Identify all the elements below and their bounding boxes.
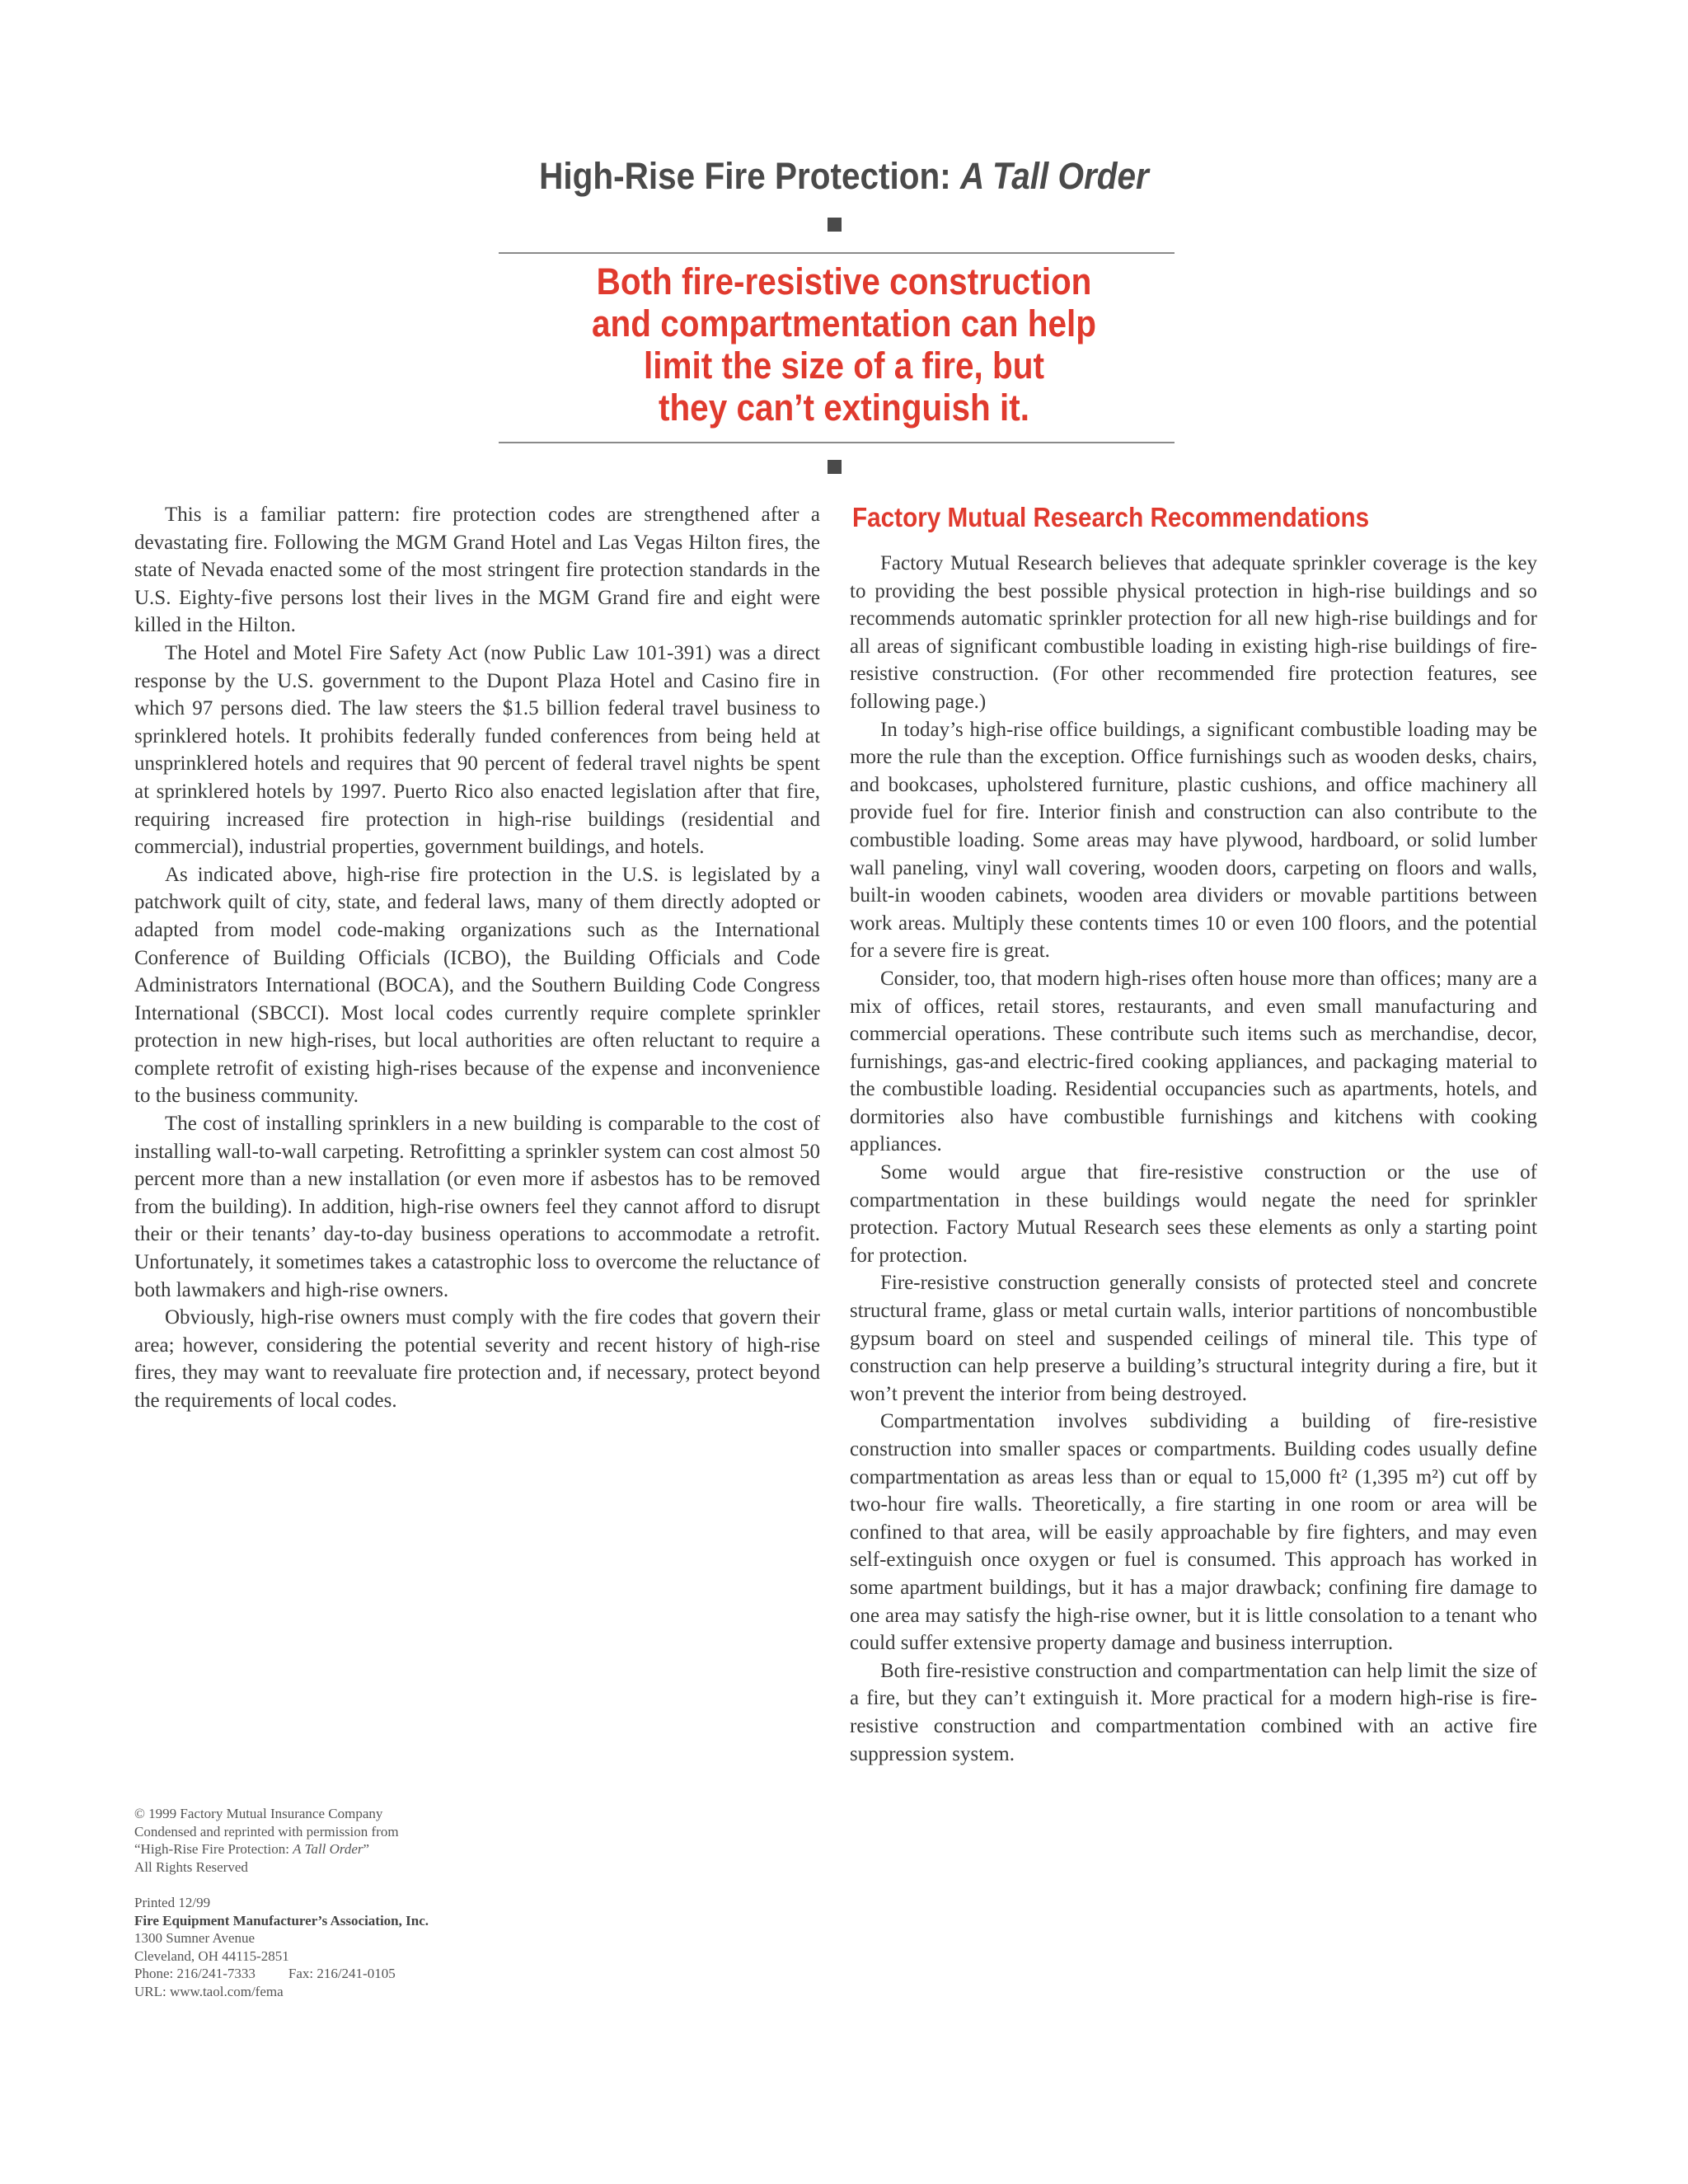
colophon bbox=[134, 1805, 429, 2000]
phone-number: Phone: 216/241-7333 bbox=[134, 1966, 256, 1981]
street-address: 1300 Sumner Avenue bbox=[134, 1930, 256, 1946]
phone-fax-line bbox=[134, 1965, 429, 1983]
right-column bbox=[850, 550, 1537, 1768]
fax-number: Fax: 216/241-0105 bbox=[288, 1966, 396, 1981]
source-line: “High-Rise Fire Protection: A Tall Order” bbox=[134, 1841, 370, 1857]
organization-name: Fire Equipment Manufacturer’s Association, Inc. bbox=[134, 1912, 429, 1929]
right-paragraph-7: Both fire-resistive construction and compartmentation can help limit the size of a fire, but they can’t extinguish it. More practical for a modern high-rise is fire-resistive construction and compartmentation combined with an active fire suppression system. bbox=[850, 1659, 1537, 1765]
copyright-line: © 1999 Factory Mutual Insurance Company bbox=[134, 1806, 383, 1821]
printed-line: Printed 12/99 bbox=[134, 1895, 211, 1910]
section-heading: Factory Mutual Research Recommendations bbox=[852, 502, 1370, 532]
right-paragraph-3: Consider, too, that modern high-rises often house more than offices; many are a mix of offices, retail stores, restaurants, and even small manufacturing and commercial operations. These contribute such items such as merchandise, decor, furnishings, gas-and electric-fired cooking appliances, and packaging material to the combustible loading. Residential occupancies such as apartments, hotels, and dormitories also have combustible furnishings and kitchens with cooking appliances. bbox=[850, 967, 1537, 1156]
left-paragraph-4: The cost of installing sprinklers in a new building is comparable to the cost of installing wall-to-wall carpeting. Retrofitting a sprinkler system can cost almost 50 percent more than a new installation (or even more if asbestos has to be removed from the building). In addition, high-rise owners feel they cannot afford to disrupt their or their tenants’ day-to-day business operations to accommodate a retrofit. Unfortunately, it sometimes takes a catastrophic loss to overcome the reluctance of both lawmakers and high-rise owners. bbox=[134, 1113, 820, 1301]
left-column bbox=[134, 501, 820, 1415]
rule-bottom bbox=[499, 442, 1175, 443]
square-ornament-top bbox=[828, 218, 842, 232]
city-address: Cleveland, OH 44115-2851 bbox=[134, 1947, 289, 1964]
right-paragraph-4: Some would argue that fire-resistive construction or the use of compartmentation in these buildings would negate the need for sprinkler protection. Factory Mutual Research sees these elements as only a starting point for protection. bbox=[850, 1161, 1537, 1267]
url-line[interactable]: URL: www.taol.com/fema bbox=[134, 1983, 284, 1999]
page-title bbox=[84, 155, 1603, 198]
deck-headline: Both fire-resistive construction and compartmentation can help limit the size of a fire, but they can’t extinguish it. bbox=[591, 260, 1097, 429]
rights-line: All Rights Reserved bbox=[134, 1858, 248, 1875]
left-paragraph-2: The Hotel and Motel Fire Safety Act (now Public Law 101-391) was a direct response by the U.S. government to the Dupont Plaza Hotel and Casino fire in which 97 persons died. The law steers the $1.5 billion federal travel business to sprinklered hotels. It prohibits federally funded conferences from being held at unsprinklered hotels and requires that 90 percent of federal travel nights be spent at sprinklered hotels by 1997. Puerto Rico also enacted legislation after that fire, requiring increased fire protection in high-rise buildings (residential and commercial), industrial properties, government buildings, and hotels. bbox=[134, 641, 820, 859]
square-ornament-bottom bbox=[828, 460, 842, 474]
left-paragraph-1: This is a familiar pattern: fire protection codes are strengthened after a devastating fire. Following the MGM Grand Hotel and Las Vegas Hilton fires, the state of Nevada enacted some of the most stringent fire protection standards in the U.S. Eighty-five persons lost their lives in the MGM Grand fire and eight were killed in the Hilton. bbox=[134, 504, 820, 637]
rule-top bbox=[499, 252, 1175, 254]
right-paragraph-6: Compartmentation involves subdividing a building of fire-resistive construction into smaller spaces or compartments. Building codes usually define compartmentation as areas less than or equal to 15,000 ft² (1,395 m²) cut off by two-hour fire walls. Theoretically, a fire starting in one room or area will be confined to that area, will be easily approachable by fire fighters, and may even self-extinguish once oxygen or fuel is consumed. This approach has worked in some apartment buildings, but it has a major drawback; confining fire damage to one area may satisfy the high-rise owner, but it is little consolation to a tenant who could suffer extensive property damage and business interruption. bbox=[850, 1410, 1537, 1655]
left-paragraph-3: As indicated above, high-rise fire protection in the U.S. is legislated by a patchwork quilt of city, state, and federal laws, many of them directly adopted or adapted from model code-making organizations such as the International Conference of Building Officials (ICBO), the Building Officials and Code Administrators International (BOCA), and the Southern Building Code Congress International (SBCCI). Most local codes currently require complete sprinkler protection in new high-rises, but local authorities are often reluctant to require a complete retrofit of existing high-rises because of the expense and inconvenience to the business community. bbox=[134, 863, 820, 1108]
left-paragraph-5: Obviously, high-rise owners must comply with the fire codes that govern their area; however, considering the potential severity and recent history of high-rise fires, they may want to reevaluate fire protection and, if necessary, protect beyond the requirements of local codes. bbox=[134, 1306, 820, 1412]
right-paragraph-1: Factory Mutual Research believes that adequate sprinkler coverage is the key to providing the best possible physical protection in high-rise buildings and so recommends automatic sprinkler protection for all new high-rise buildings and for all areas of significant combustible loading in existing high-rise buildings of fire-resistive construction. (For other recommended fire protection features, see following page.) bbox=[850, 552, 1537, 713]
right-paragraph-5: Fire-resistive construction generally consists of protected steel and concrete structural frame, glass or metal curtain walls, interior partitions of noncombustible gypsum board on steel and suspended ceilings of mineral tile. This type of construction can help preserve a building’s structural integrity during a fire, but it won’t prevent the interior from being destroyed. bbox=[850, 1272, 1537, 1405]
title-text: High-Rise Fire Protection: bbox=[539, 155, 960, 197]
title-italic: A Tall Order bbox=[959, 155, 1149, 197]
right-paragraph-2: In today’s high-rise office buildings, a significant combustible loading may be more the rule than the exception. Office furnishings such as wooden desks, chairs, and bookcases, upholstered furniture, plastic cushions, and office machinery all provide fuel for fire. Interior finish and construction can also contribute to the combustible loading. Some areas may have plywood, hardboard, or solid lumber wall paneling, vinyl wall covering, wooden doors, carpeting on floors and walls, built-in wooden cabinets, wooden area dividers or movable partitions between work areas. Multiply these contents times 10 or even 100 floors, and the potential for a severe fire is great. bbox=[850, 718, 1537, 963]
condensed-line: Condensed and reprinted with permission from bbox=[134, 1823, 399, 1840]
